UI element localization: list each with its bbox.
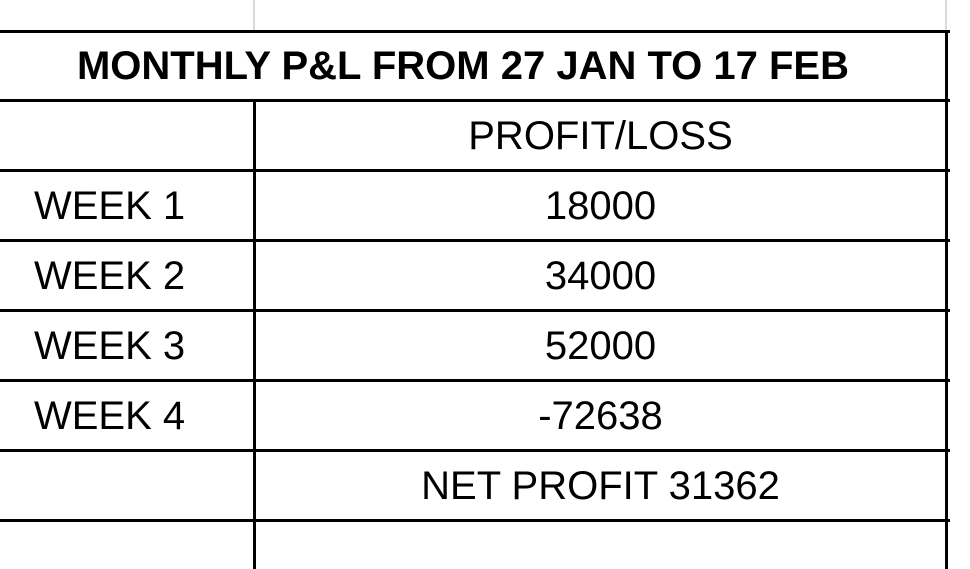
row-value-week-1[interactable]: 18000 (544, 183, 657, 228)
net-profit-cell[interactable]: NET PROFIT 31362 (421, 463, 780, 508)
border-right (945, 30, 948, 569)
row-label-week-1[interactable]: WEEK 1 (34, 183, 186, 228)
header-empty-cell[interactable] (0, 102, 253, 169)
row-value-week-3[interactable]: 52000 (544, 323, 657, 368)
gridline-col-a-top (253, 0, 255, 32)
row-label-week-4[interactable]: WEEK 4 (34, 393, 186, 438)
row-value-week-4[interactable]: -72638 (538, 393, 663, 438)
table-title[interactable]: MONTHLY P&L FROM 27 JAN TO 17 FEB (76, 44, 849, 88)
row-value-week-2[interactable]: 34000 (544, 253, 657, 298)
empty-cell-b[interactable] (256, 522, 945, 569)
row-label-week-3[interactable]: WEEK 3 (34, 323, 186, 368)
empty-cell-a[interactable] (0, 522, 253, 569)
gridline-col-b-top (945, 0, 947, 32)
row-label-week-2[interactable]: WEEK 2 (34, 253, 186, 298)
column-header-profit-loss[interactable]: PROFIT/LOSS (468, 113, 733, 158)
net-profit-empty-cell[interactable] (0, 452, 253, 519)
